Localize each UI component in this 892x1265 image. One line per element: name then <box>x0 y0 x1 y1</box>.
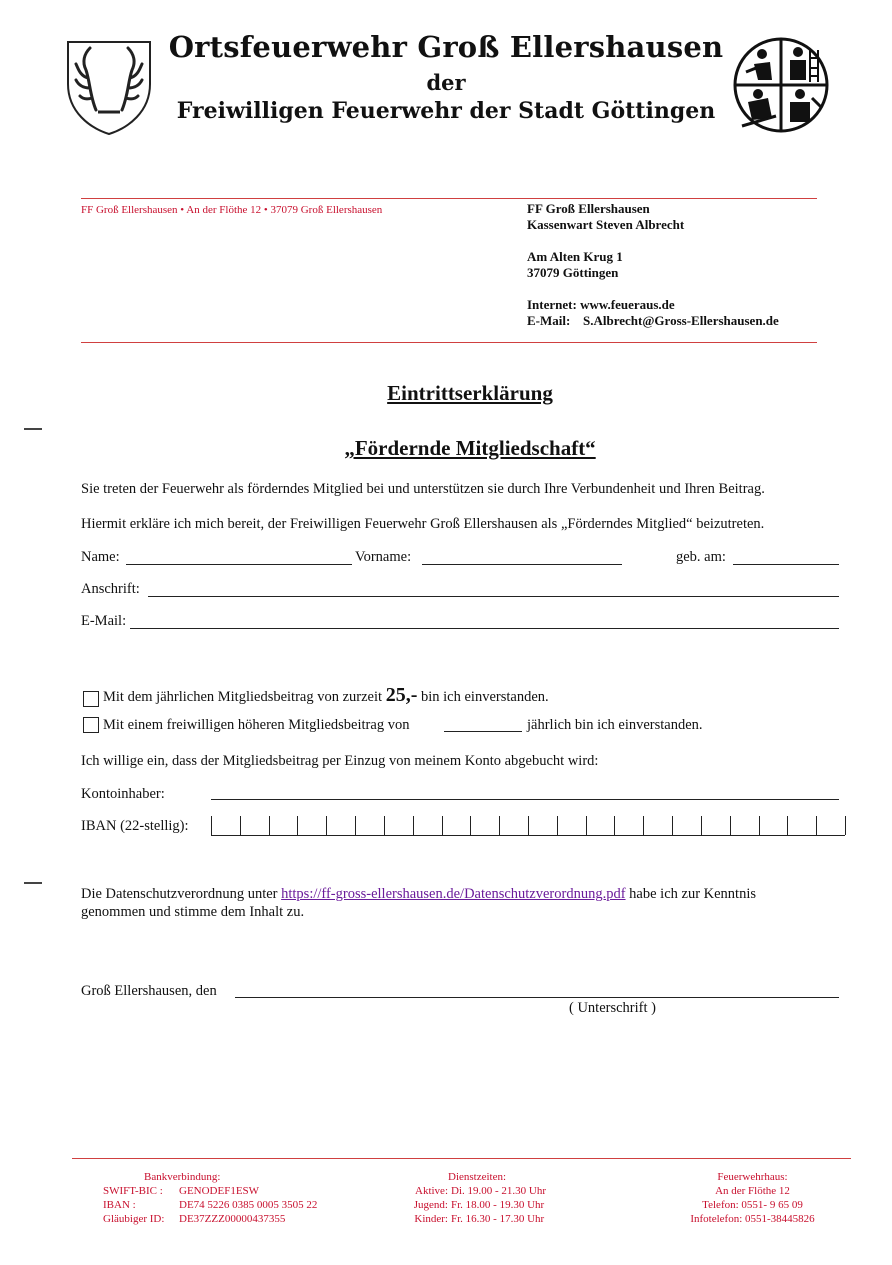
iban-box-divider <box>701 816 702 835</box>
sepa-text: Ich willige ein, dass der Mitgliedsbeitrag per Einzug von meinem Konto abgebucht wird: <box>81 753 599 769</box>
name-field[interactable] <box>126 564 352 565</box>
iban-box-divider <box>355 816 356 835</box>
iban-box-divider <box>442 816 443 835</box>
iban-box-divider <box>845 816 846 835</box>
iban-box-divider <box>240 816 241 835</box>
option2-post: jährlich bin ich einverstanden. <box>527 717 703 733</box>
kontoinhaber-field[interactable] <box>211 799 839 800</box>
iban-box-divider <box>614 816 615 835</box>
iban-box-divider <box>672 816 673 835</box>
footer-house <box>670 1170 835 1226</box>
privacy-link[interactable]: https://ff-gross-ellershausen.de/Datenschutzverordnung.pdf <box>281 886 626 902</box>
signature-label: ( Unterschrift ) <box>569 1000 656 1016</box>
iban-baseline <box>211 835 845 836</box>
birthdate-field[interactable] <box>733 564 839 565</box>
declaration-text: Hiermit erkläre ich mich bereit, der Freiwilligen Feuerwehr Groß Ellershausen als „Förderndes Mitglied“ beizutreten. <box>81 516 765 532</box>
org-subtitle-der: der <box>426 70 466 95</box>
fold-mark <box>24 428 42 430</box>
signature-field[interactable] <box>235 997 839 998</box>
bank-iban-label: IBAN : <box>103 1199 136 1211</box>
vorname-label: Vorname: <box>355 549 412 565</box>
bank-iban-value: DE74 5226 0385 0005 3505 22 <box>179 1199 318 1211</box>
jugend-label: Jugend: <box>413 1199 448 1211</box>
iban-box-divider <box>269 816 270 835</box>
house-title: Feuerwehrhaus: <box>717 1171 788 1183</box>
privacy-text <box>81 886 756 903</box>
footer-bank <box>103 1170 317 1226</box>
place-date-label: Groß Ellershausen, den <box>81 983 217 999</box>
option2-pre: Mit einem freiwilligen höheren Mitgliedsbeitrag von <box>103 717 410 733</box>
aktive-label: Aktive: <box>415 1185 448 1197</box>
option1-pre: Mit dem jährlichen Mitgliedsbeitrag von zurzeit <box>103 689 383 705</box>
address-email: S.Albrecht@Gross-Ellershausen.de <box>583 313 779 328</box>
punch-mark <box>24 882 42 884</box>
iban-box-divider <box>816 816 817 835</box>
iban-box-divider <box>326 816 327 835</box>
iban-box-divider <box>297 816 298 835</box>
bank-title: Bankverbindung: <box>144 1171 221 1183</box>
iban-box-divider <box>730 816 731 835</box>
form-subheading: „Fördernde Mitgliedschaft“ <box>344 436 596 460</box>
glaeubiger-label: Gläubiger ID: <box>103 1213 165 1225</box>
service-title: Dienstzeiten: <box>448 1171 507 1183</box>
option1-amount: 25,- <box>385 684 418 706</box>
swift-value: GENODEF1ESW <box>179 1185 260 1197</box>
vorname-field[interactable] <box>422 564 622 565</box>
iban-label: IBAN (22-stellig): <box>81 818 189 834</box>
org-subtitle: Freiwilligen Feuerwehr der Stadt Göttingen <box>176 98 716 124</box>
kontoinhaber-label: Kontoinhaber: <box>81 786 165 802</box>
footer-service <box>405 1170 546 1226</box>
option2-checkbox[interactable] <box>83 717 99 733</box>
email-field[interactable] <box>130 628 839 629</box>
anschrift-label: Anschrift: <box>81 581 140 597</box>
intro-text: Sie treten der Feuerwehr als förderndes Mitglied bei und unterstützen sie durch Ihre Verbundenheit und Ihren Beitrag. <box>81 481 765 497</box>
privacy-line2: genommen und stimme dem Inhalt zu. <box>81 904 305 920</box>
privacy-post: habe ich zur Kenntnis <box>629 886 757 902</box>
footer-divider <box>72 1158 851 1159</box>
kinder-value: Fr. 16.30 - 17.30 Uhr <box>451 1213 545 1225</box>
iban-box-divider <box>470 816 471 835</box>
sender-line: FF Groß Ellershausen • An der Flöthe 12 • 37079 Groß Ellershausen <box>81 204 383 216</box>
email-label: E-Mail: <box>81 613 127 629</box>
divider-address <box>81 342 817 343</box>
house-phone: Telefon: 0551- 9 65 09 <box>702 1199 803 1211</box>
iban-box-divider <box>499 816 500 835</box>
form-heading: Eintrittserklärung <box>387 381 553 405</box>
swift-label: SWIFT-BIC : <box>103 1185 163 1197</box>
option1-text <box>103 684 549 707</box>
address-line4: 37079 Göttingen <box>527 265 619 280</box>
iban-box-divider <box>787 816 788 835</box>
iban-box-divider <box>528 816 529 835</box>
option1-checkbox[interactable] <box>83 691 99 707</box>
anschrift-field[interactable] <box>148 596 839 597</box>
address-line3: Am Alten Krug 1 <box>527 249 623 264</box>
birthdate-label: geb. am: <box>676 549 726 565</box>
name-label: Name: <box>81 549 120 565</box>
address-line2: Kassenwart Steven Albrecht <box>527 217 685 232</box>
iban-box-divider <box>759 816 760 835</box>
glaeubiger-value: DE37ZZZ00000437355 <box>179 1213 286 1225</box>
privacy-pre: Die Datenschutzverordnung unter <box>81 886 278 902</box>
address-internet: Internet: www.feueraus.de <box>527 297 675 312</box>
iban-box-divider <box>586 816 587 835</box>
iban-box-divider <box>413 816 414 835</box>
address-email-label: E-Mail: <box>527 313 571 328</box>
org-title: Ortsfeuerwehr Groß Ellershausen <box>168 30 724 64</box>
option1-post: bin ich einverstanden. <box>420 689 549 705</box>
iban-box-divider <box>557 816 558 835</box>
divider-top <box>81 198 817 199</box>
house-street: An der Flöthe 12 <box>715 1185 790 1197</box>
aktive-value: Di. 19.00 - 21.30 Uhr <box>451 1185 547 1197</box>
address-line1: FF Groß Ellershausen <box>527 201 650 216</box>
house-infophone: Infotelefon: 0551-38445826 <box>690 1213 815 1225</box>
iban-box-divider <box>643 816 644 835</box>
jugend-value: Fr. 18.00 - 19.30 Uhr <box>451 1199 545 1211</box>
option2-amount-field[interactable] <box>444 731 522 732</box>
iban-box-divider <box>211 816 212 835</box>
iban-box-divider <box>384 816 385 835</box>
kinder-label: Kinder: <box>414 1213 448 1225</box>
